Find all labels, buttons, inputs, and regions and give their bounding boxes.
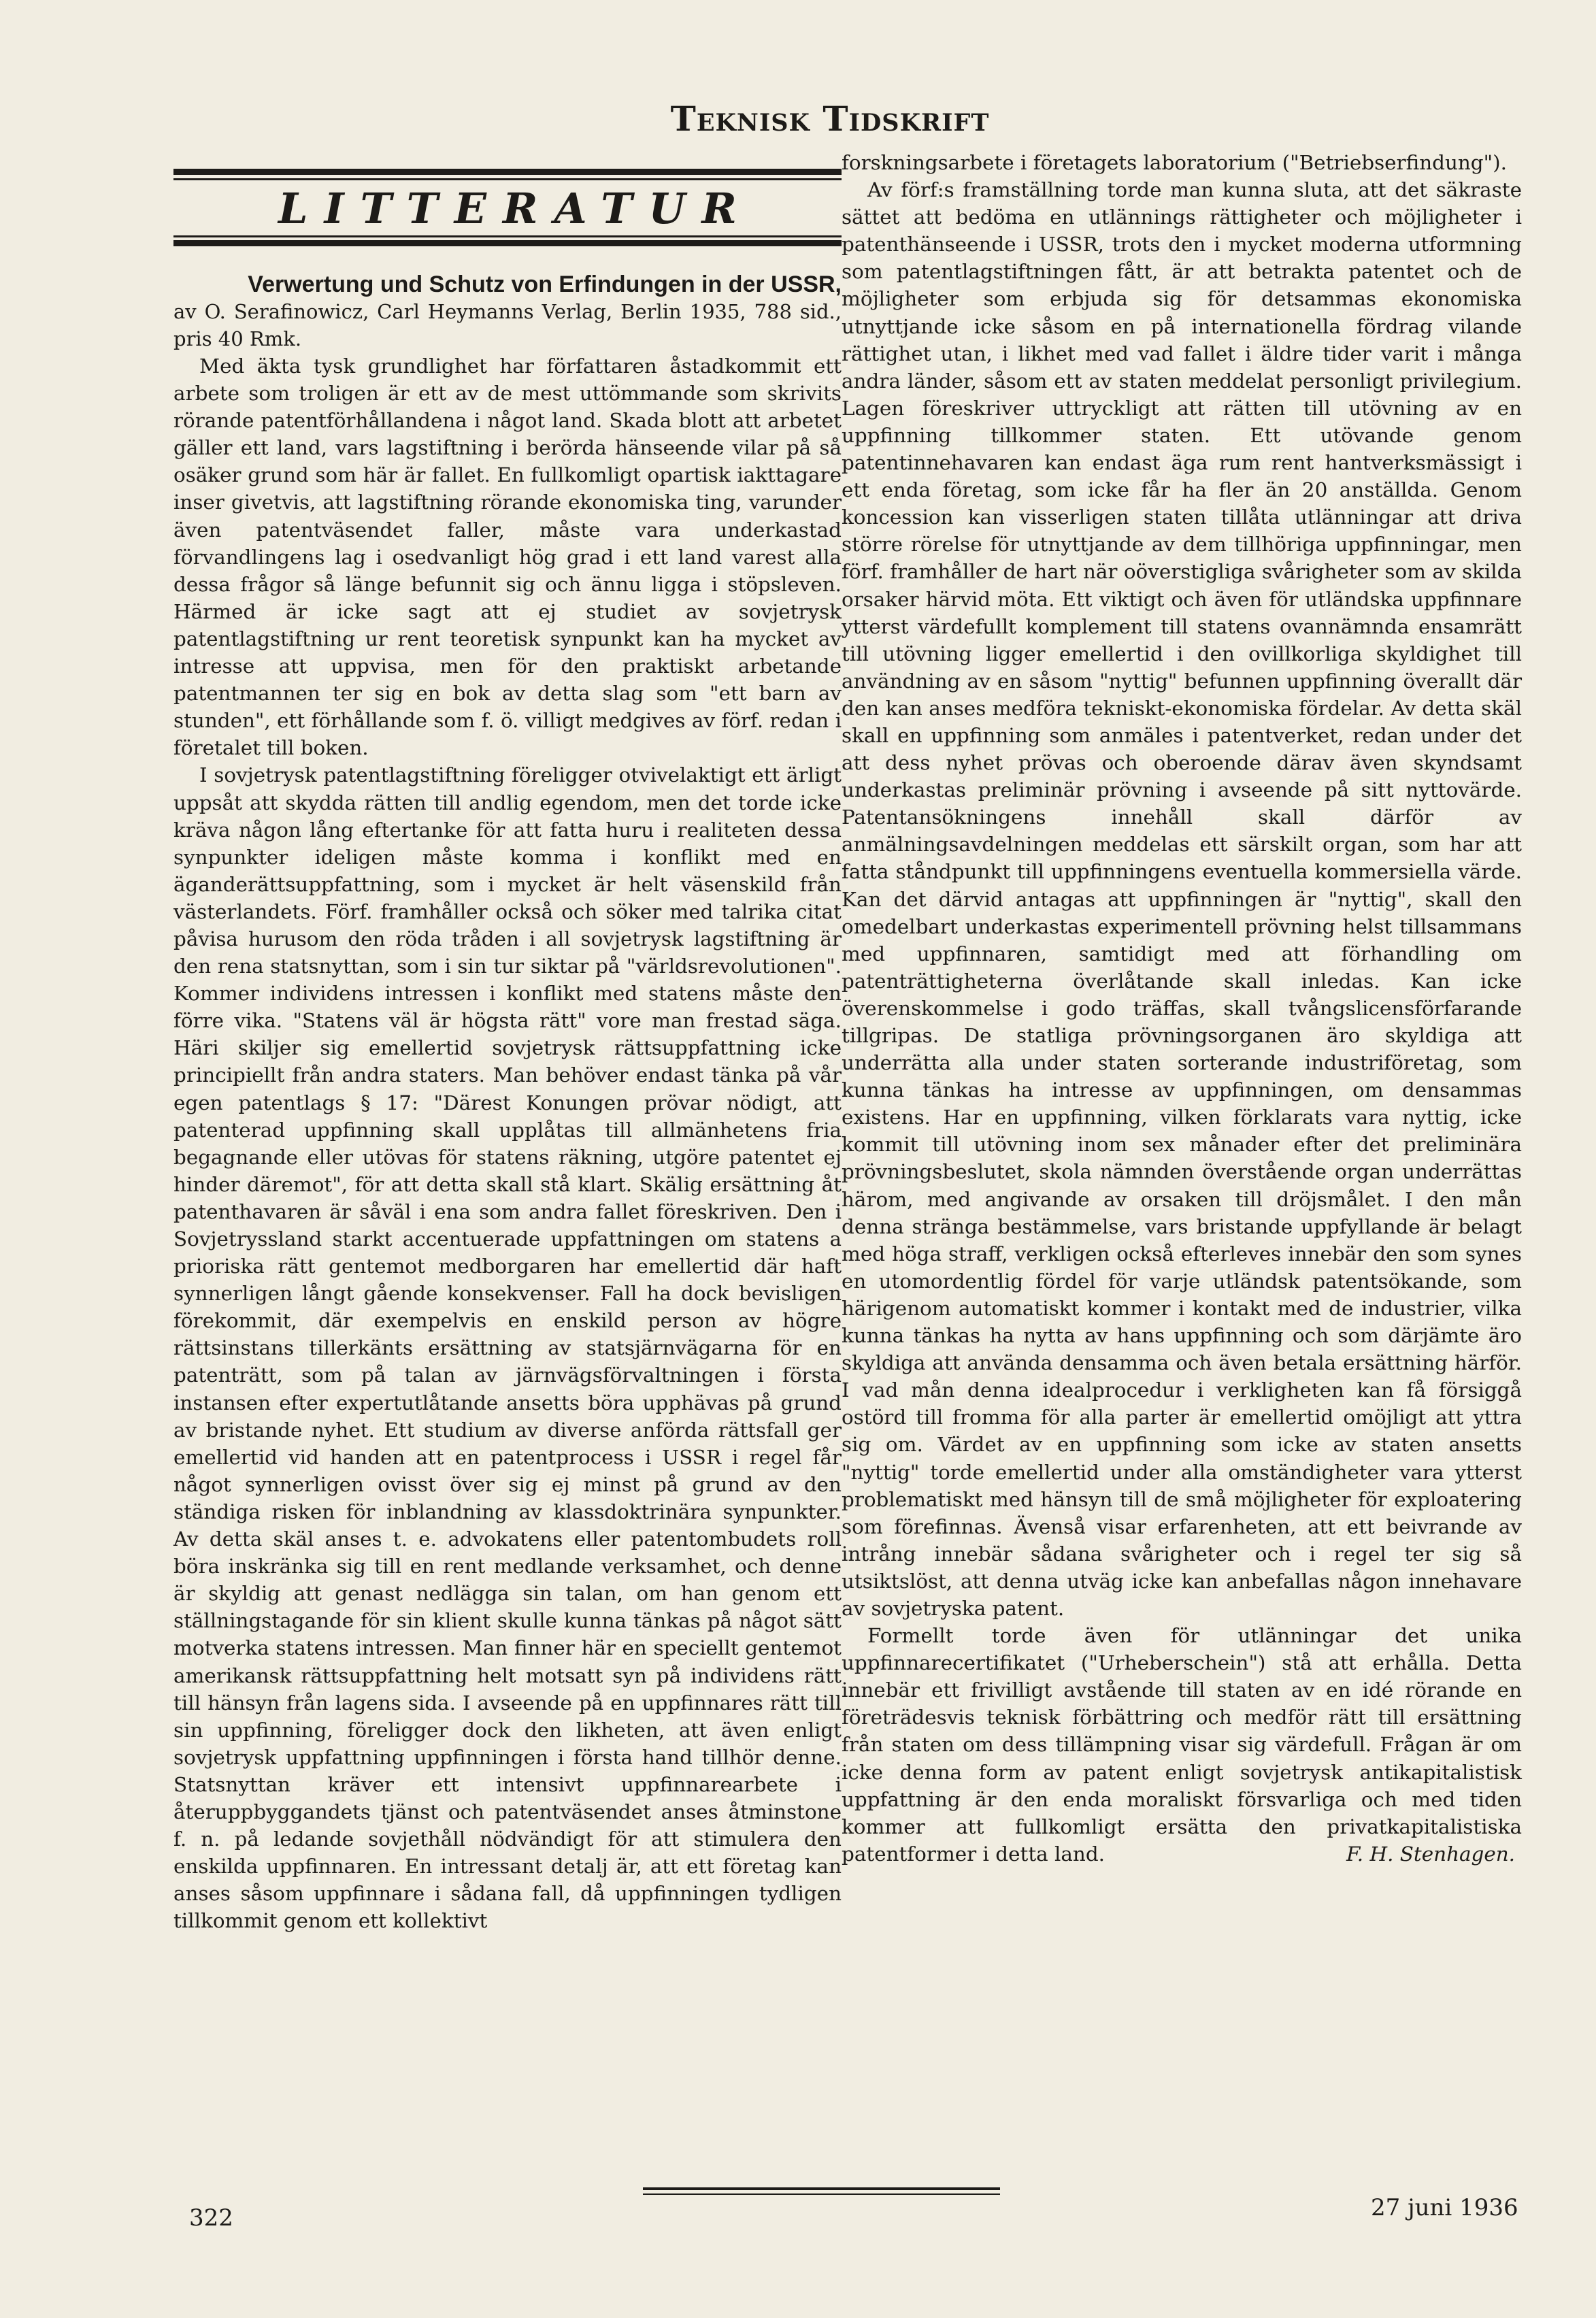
footer-rule-thin bbox=[643, 2193, 1000, 2195]
left-paragraph-2: I sovjetrysk patentlagstiftning föreligger otvivelaktigt ett ärligt uppsåt att skydda rätten till andlig egendom, men det torde icke kräva någon lång eftertanke för att fatta huru i realiteten dessa synpunkter ideligen måste komma i konflikt med en äganderättsuppfattning, som i mycket är helt väsenskild från västerlandets. Förf. framhåller också och söker med talrika citat påvisa hurusom den röda tråden i all sovjetrysk lagstiftning är den rena statsnyttan, som i sin tur siktar på "världsrevolutionen". Kommer individens intressen i konflikt med statens måste den förre vika. "Statens väl är högsta rätt" vore man frestad säga. Häri skiljer sig emellertid sovjetrysk rättsuppfattning icke principiellt från andra staters. Man behöver endast tänka på vår egen patentlags § 17: "Därest Konungen prövar nödigt, att patenterad uppfinning skall upplåtas till allmänhetens fria begagnande eller utövas för statens räkning, utgöre patentet ej hinder däremot", för att detta skall stå klart. Skälig ersättning åt patenthavaren är såväl i ena som andra fallet föreskriven. Den i Sovjetryssland starkt accentuerade uppfattningen om statens a prioriska rätt gentemot medborgaren har emellertid där haft synnerligen långt gående konsekvenser. Fall ha dock bevisligen förekommit, där exempelvis en enskild person av högre rättsinstans tillerkänts ersättning av statsjärnvägarna för en patenträtt, som på talan av järnvägsförvaltningen i första instansen efter expertutlåtande ansetts böra upphävas på grund av bristande nyhet. Ett studium av diverse anförda rättsfall ger emellertid vid handen att en patentprocess i USSR i regel får något synnerligen ovisst över sig ej minst på grund av den ständiga risken för inblandning av klassdoktrinära synpunkter. Av detta skäl anses t. e. advokatens eller patentombudets roll böra inskränka sig till en rent medlande verksamhet, och denne är skyldig att genast nedlägga sin talan, om han genom ett ställningstagande för sin klient skulle kunna tänkas på något sätt motverka statens intressen. Man finner här en speciellt gentemot amerikansk rättsuppfattning helt motsatt syn på individens rätt till hänsyn från lagens sida. I avseende på en uppfinnares rätt till sin uppfinning, föreligger dock den likheten, att även enligt sovjetrysk uppfattning uppfinningen i första hand tillhör denne. Statsnyttan kräver ett intensivt uppfinnarearbete i återuppbyggandets tjänst och patentväsendet anses åtminstone f. n. på ledande sovjethåll nödvändigt för att stimulera den enskilda uppfinnaren. En intressant detalj är, att ett företag kan anses såsom uppfinnare i sådana fall, då uppfinningen tydligen tillkommit genom ett kollektivt bbox=[173, 763, 842, 1933]
review-title: Verwertung und Schutz von Erfindungen in der USSR, bbox=[248, 271, 842, 297]
page-number: 322 bbox=[189, 2204, 233, 2232]
review-author: F. H. Stenhagen. bbox=[1346, 1842, 1515, 1866]
right-column bbox=[842, 149, 1522, 1868]
right-paragraph-2-text: Formellt torde även för utlänningar det unika uppfinnarecertifikatet ("Urheberschein") stå att erhålla. Detta innebär ett frivilligt avstående till staten av en idé rörande en företrädesvis teknisk förbättring och medför rätt till ersättning från staten om dess tillämpning visar sig värdefull. Frågan är om icke denna form av patent enligt sovjetrysk antikapitalistisk uppfattning är den enda moraliskt försvarliga och med tiden kommer att fullkomligt ersätta den privatkapitalistiska patentformer i detta land. bbox=[842, 1624, 1522, 1866]
right-paragraph-1: Av förf:s framställning torde man kunna sluta, att det säkraste sättet att bedöma en utlännings rättigheter och möjligheter i patenthänseende i USSR, trots den i mycket moderna utformning som patentlagstiftningen fått, är att betrakta patentet och de möjligheter som erbjuda sig för detsammas ekonomiska utnyttjande icke såsom en på internationella fördrag vilande rättighet utan, i likhet med vad fallet i äldre tider varit i många andra länder, såsom ett av staten meddelat personligt privilegium. Lagen föreskriver uttryckligt att rätten till utövning av en uppfinning tillkommer staten. Ett utövande genom patentinnehavaren kan endast äga rum rent hantverksmässigt i ett enda företag, som icke får ha fler än 20 anställda. Genom koncession kan visserligen staten tillåta utlänningar att driva större rörelse för utnyttjande av dem tillhöriga uppfinningar, men förf. framhåller de hart när oöverstigliga svårigheter som av skilda orsaker härvid möta. Ett viktigt och även för utländska uppfinnare ytterst värdefullt komplement till statens ovannämnda ensamrätt till utövning ligger emellertid i den ovillkorliga skyldighet till användning av en såsom "nyttig" befunnen uppfinning överallt där den kan anses medföra tekniskt-ekonomiska fördelar. Av detta skäl skall en uppfinning som anmäles i patentverket, redan under det att dess nyhet prövas och oberoende därav även skyndsamt underkastas preliminär prövning i avseende på sitt nyttovärde. Patentansökningens innehåll skall därför av anmälningsavdelningen meddelas ett särskilt organ, som har att fatta ståndpunkt till uppfinningens eventuella kommersiella värde. Kan det därvid antagas att uppfinningen är "nyttig", skall den omedelbart underkastas experimentell prövning helst tillsammans med uppfinnaren, samtidigt med att förhandling om patenträttigheterna överlåtande skall inledas. Kan icke överenskommelse i godo träffas, skall tvångslicensförfarande tillgripas. De statliga prövningsorganen äro skyldiga att underrätta alla under staten sorterande industriföretag, som kunna tänkas ha intresse av uppfinningen, om densammas existens. Har en uppfinning, vilken förklarats vara nyttig, icke kommit till utövning inom sex månader efter det preliminära prövningsbeslutet, skola nämnden överstående organ underrättas härom, med angivande av orsaken till dröjsmålet. I den mån denna stränga bestämmelse, vars bristande uppfyllande är belagt med höga straff, verkligen också efterleves innebär den som synes en utomordentlig fördel för varje utländsk patentsökande, som härigenom automatiskt kommer i kontakt med de industrier, vilka kunna tänkas ha nytta av hans uppfinning och som därjämte äro skyldiga att använda densamma och även betala ersättning härför. I vad mån denna idealprocedur i verkligheten kan få försiggå ostörd till fromma för alla parter är emellertid omöjligt att yttra sig om. Värdet av en uppfinning som icke av staten ansetts "nyttig" torde emellertid under alla omständigheter vara ytterst problematiskt med hänsyn till de små möjligheter för exploatering som förefinnas. Ävenså visar erfarenheten, att ett beivrande av intrång innebär sådana svårigheter och i regel ter sig så utsiktslöst, att denna utväg icke kan anbefallas någon innehavare av sovjetryska patent. bbox=[842, 178, 1522, 1620]
left-paragraph-1: Med äkta tysk grundlighet har författaren åstadkommit ett arbete som troligen är ett av de mest uttömmande som skrivits rörande patentförhållandena i något land. Skada blott att arbetet gäller ett land, vars lagstiftning i berörda hänseende vilar på så osäker grund som här är fallet. En fullkomligt opartisk iakttagare inser givetvis, att lagstiftning rörande ekonomiska ting, varunder även patentväsendet faller, måste vara underkastad förvandlingens lag i osedvanligt hög grad i ett land varest alla dessa frågor så länge befunnit sig och ännu ligga i stöpsleven. Härmed är icke sagt att ej studiet av sovjetrysk patentlagstiftning ur rent teoretisk synpunkt kan ha mycket av intresse att uppvisa, men för den praktiskt arbetande patentmannen ter sig en bok av detta slag som "ett barn av stunden", ett förhållande som f. ö. villigt medgives av förf. redan i företalet till boken. bbox=[173, 354, 842, 760]
right-paragraph-2 bbox=[842, 1622, 1522, 1868]
left-column bbox=[173, 169, 842, 1934]
bottom-rule-thin bbox=[173, 235, 842, 237]
right-continuation: forskningsarbete i företagets laboratorium ("Betriebserfindung"). bbox=[842, 151, 1507, 174]
issue-date: 27 juni 1936 bbox=[1371, 2194, 1518, 2221]
review-meta: av O. Serafinowicz, Carl Heymanns Verlag, Berlin 1935, 788 sid., pris 40 Rmk. bbox=[173, 300, 842, 350]
section-header bbox=[173, 169, 842, 250]
footer-rule bbox=[643, 2187, 1000, 2190]
journal-title: Teknisk Tidskrift bbox=[670, 99, 990, 139]
top-rule-thin bbox=[173, 178, 842, 180]
section-heading: LITTERATUR bbox=[278, 184, 753, 233]
top-rule-thick bbox=[173, 169, 842, 175]
bottom-rule-thick bbox=[173, 240, 842, 246]
